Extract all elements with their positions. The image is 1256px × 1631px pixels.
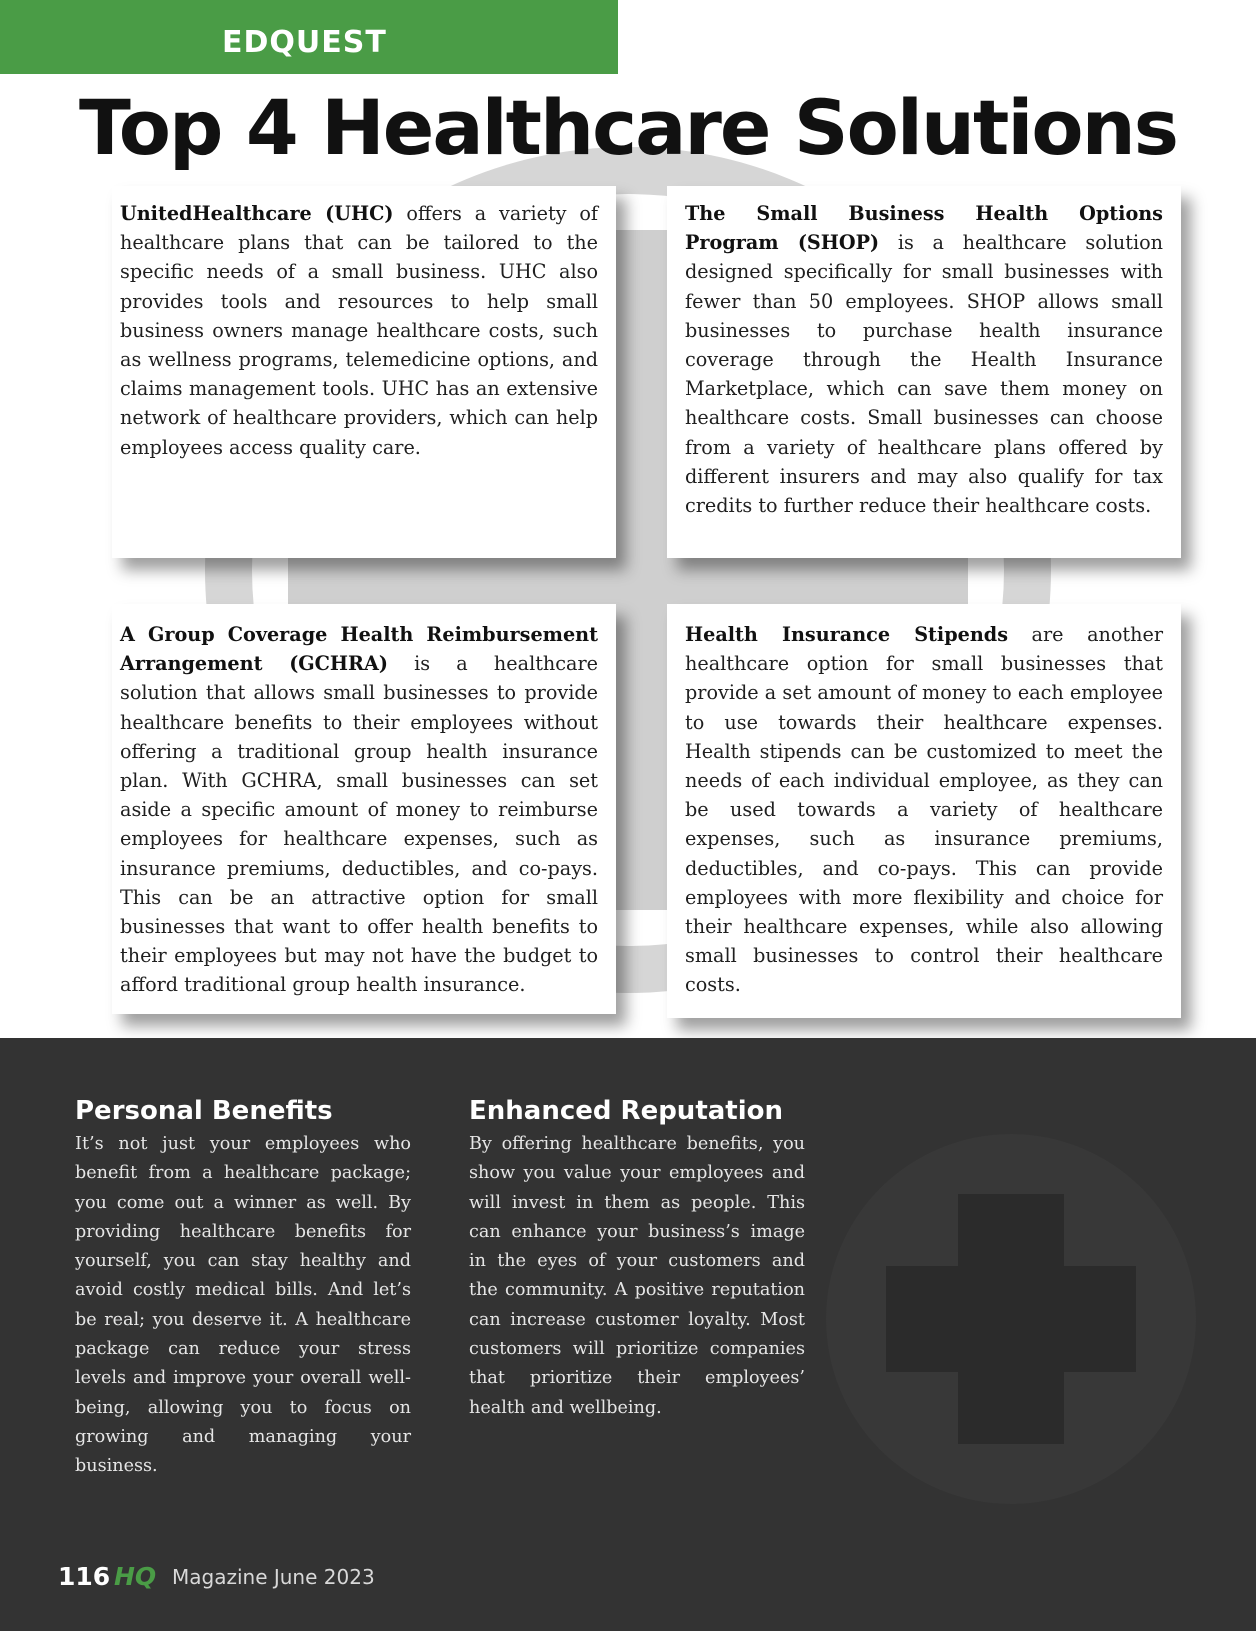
- enhanced-reputation-text: By offering healthcare benefits, you show you value your employees and will invest in them as people. This can enhance your business’s image in the eyes of your customers and the community. A positive reputation can increase customer loyalty. Most customers will prioritize companies that prioritize their employees’ health and wellbeing.: [469, 1134, 805, 1418]
- card-uhc-lead: UnitedHealthcare (UHC): [120, 202, 394, 225]
- card-stipends-text: [685, 620, 1163, 1000]
- card-stipends-lead: Health Insurance Stipends: [685, 623, 1008, 646]
- card-gchra-text: [120, 620, 598, 1000]
- personal-benefits-heading: Personal Benefits: [75, 1096, 333, 1126]
- card-uhc-text: [120, 199, 598, 462]
- card-gchra-body: is a healthcare solution that allows small businesses to provide healthcare benefits to their employees without offering a traditional group health insurance plan. With GCHRA, small businesses can set aside a specific amount of money to reimburse employees for healthcare expenses, such as insurance premiums, deductibles, and co-pays. This can be an attractive option for small businesses that want to offer health benefits to their employees but may not have the budget to afford traditional group health insurance.: [120, 652, 598, 997]
- benefits-panel: [0, 1038, 1256, 1631]
- card-shop-lead: The Small Business Health Options Program (SHOP): [685, 202, 1163, 255]
- publication-info: Magazine June 2023: [172, 1565, 375, 1589]
- page-number: 116: [58, 1562, 111, 1591]
- plus-icon: [826, 1134, 1196, 1504]
- hq-logo: HQ: [114, 1562, 157, 1591]
- card-shop-body: is a healthcare solution designed specifically for small businesses with fewer than 50 employees. SHOP allows small businesses to purchase health insurance coverage through the Health Insurance Marketplace, which can save them money on healthcare costs. Small businesses can choose from a variety of healthcare plans offered by different insurers and may also qualify for tax credits to further reduce their healthcare costs.: [685, 231, 1163, 518]
- section-label: EDQUEST: [222, 25, 387, 60]
- card-shop-text: [685, 199, 1163, 520]
- page-title: Top 4 Healthcare Solutions: [79, 83, 1177, 172]
- personal-benefits-text: It’s not just your employees who benefit from a healthcare package; you come out a winner as well. By providing healthcare benefits for yourself, you can stay healthy and avoid costly medical bills. And let’s be real; you deserve it. A healthcare package can reduce your stress levels and improve your overall well-being, allowing you to focus on growing and managing your business.: [75, 1134, 411, 1477]
- card-gchra-lead: A Group Coverage Health Reimbursement Arrangement (GCHRA): [120, 623, 598, 676]
- enhanced-reputation-heading: Enhanced Reputation: [469, 1096, 784, 1126]
- card-stipends-body: are another healthcare option for small businesses that provide a set amount of money to each employee to use towards their healthcare expenses. Health stipends can be customized to meet the needs of each individual employee, as they can be used towards a variety of healthcare expenses, such as insurance premiums, deductibles, and co-pays. This can provide employees with more flexibility and choice for their healthcare expenses, while also allowing small businesses to control their healthcare costs.: [685, 623, 1164, 997]
- card-uhc-body: offers a variety of healthcare plans that can be tailored to the specific needs of a small business. UHC also provides tools and resources to help small business owners manage healthcare costs, such as wellness programs, telemedicine options, and claims management tools. UHC has an extensive network of healthcare providers, which can help employees access quality care.: [120, 202, 598, 459]
